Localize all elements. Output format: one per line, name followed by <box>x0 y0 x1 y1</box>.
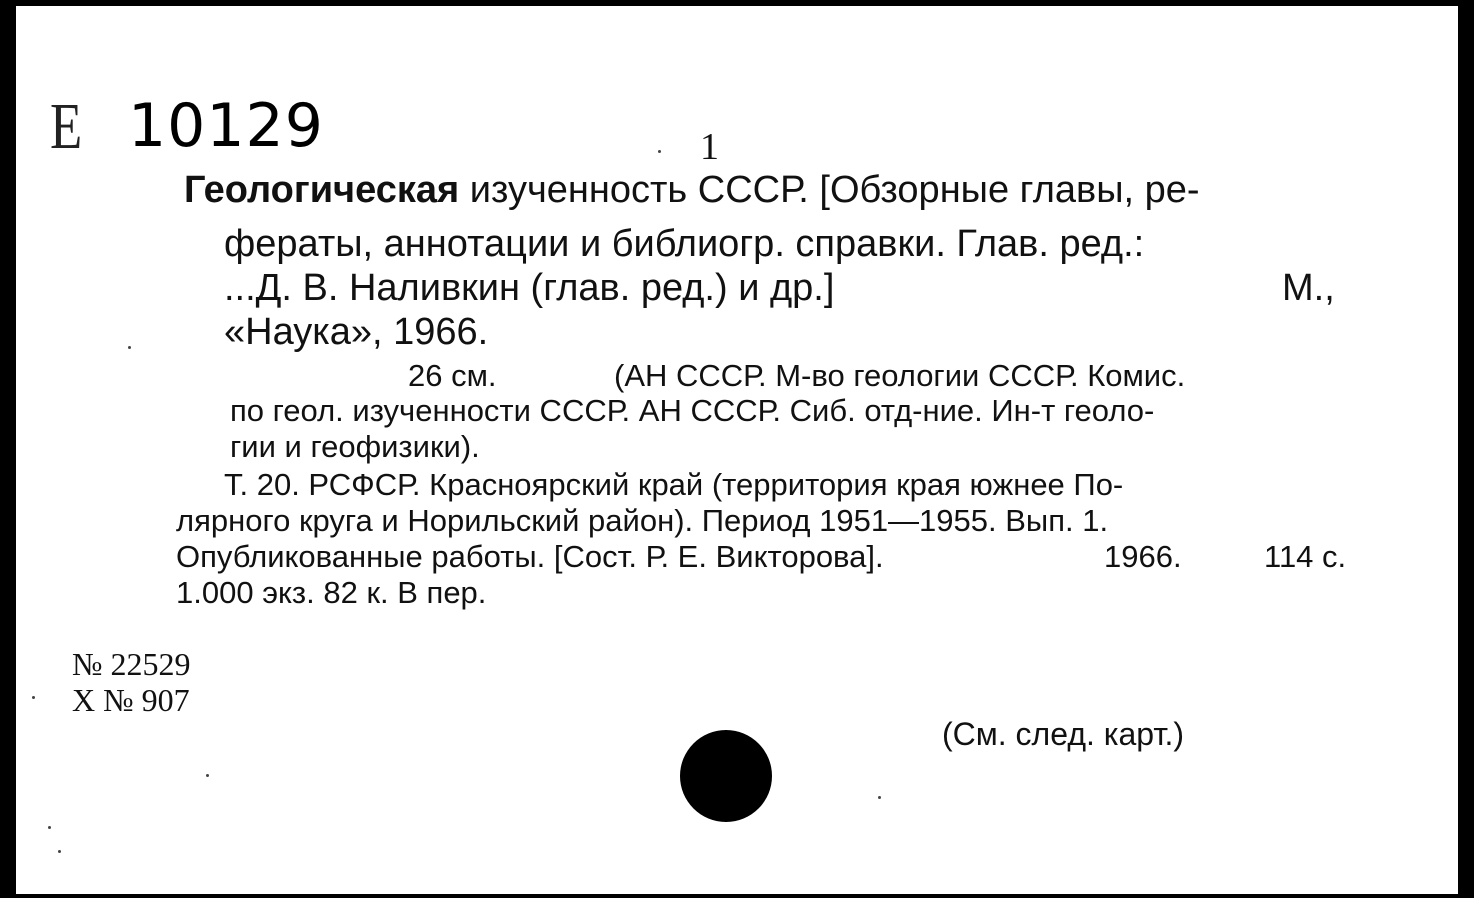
scan-speck <box>206 774 209 777</box>
scan-speck <box>878 796 881 799</box>
volume-marker: 1 <box>700 126 719 168</box>
content-line-3: Опубликованные работы. [Сост. Р. Е. Викторова]. <box>176 539 884 574</box>
entry-line-2: фераты, аннотации и библиогр. справки. Глав. ред.: <box>224 223 1145 265</box>
entry-title: Геологическая <box>184 169 460 211</box>
series-line-1: (АН СССР. М-во геологии СССР. Комис. <box>614 358 1186 393</box>
registry-number: № 22529 <box>72 646 191 682</box>
series-line-2: по геол. изученности СССР. АН СССР. Сиб. отд-ние. Ин-т геоло- <box>230 393 1155 428</box>
scan-speck <box>658 150 661 153</box>
series-line-3: гии и геофизики). <box>230 429 480 464</box>
entry-line-3: ...Д. В. Наливкин (глав. ред.) и др.] <box>224 267 835 309</box>
content-line-2: лярного круга и Норильский район). Период 1951—1955. Вып. 1. <box>176 503 1109 538</box>
entry-place: М., <box>1282 267 1335 309</box>
content-line-1: Т. 20. РСФСР. Красноярский край (территория края южнее По- <box>224 467 1124 502</box>
entry-line-1-rest: изученность СССР. [Обзорные главы, ре- <box>459 169 1200 211</box>
content-pages: 114 с. <box>1264 539 1347 574</box>
registry-x-number: Х № 907 <box>72 682 190 718</box>
punch-hole <box>680 730 772 822</box>
content-line-4: 1.000 экз. 82 к. В пер. <box>176 575 487 610</box>
scan-speck <box>48 826 51 829</box>
catalogue-number: 10129 <box>128 91 324 161</box>
scan-speck <box>128 346 131 349</box>
scan-speck <box>58 850 61 853</box>
catalogue-letter: Е <box>50 90 83 163</box>
content-year: 1966. <box>1104 539 1182 574</box>
entry-line-4: «Наука», 1966. <box>224 311 489 353</box>
entry-size: 26 см. <box>408 358 497 393</box>
scan-speck <box>32 696 35 699</box>
entry-line-1 <box>184 171 1200 209</box>
continuation-note: (См. след. карт.) <box>942 716 1185 752</box>
